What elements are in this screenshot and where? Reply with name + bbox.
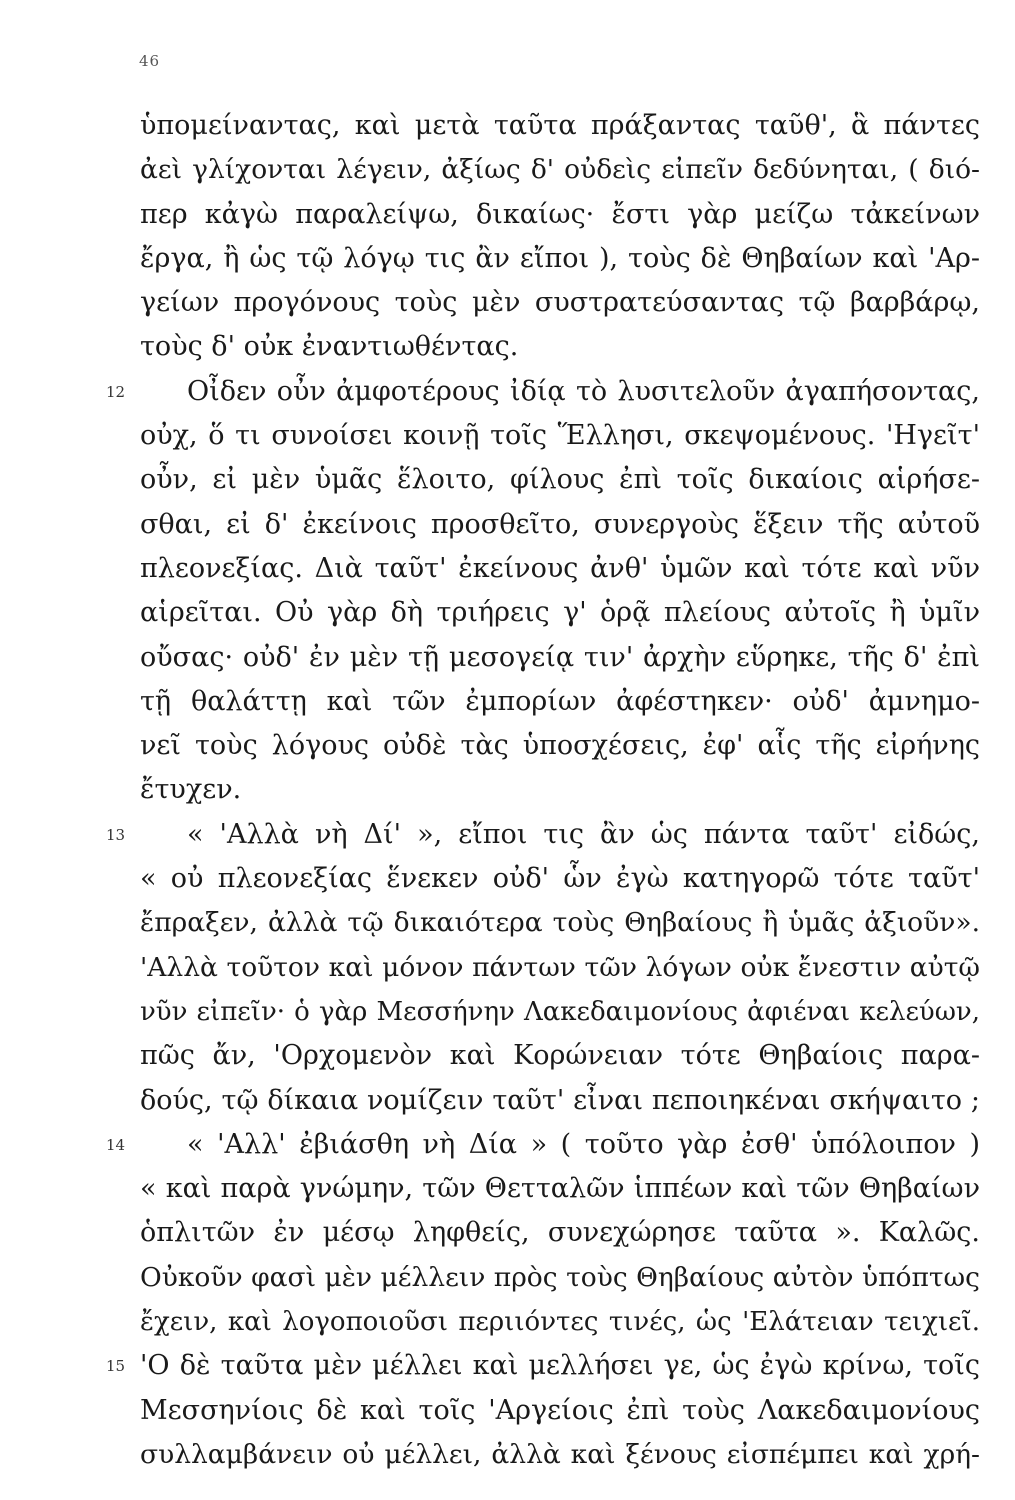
line-text: Οὐκοῦν φασὶ μὲν μέλλειν πρὸς τοὺς Θηβαίους αὐτὸν ὑπόπτως	[140, 1261, 980, 1293]
text-line	[140, 1034, 980, 1078]
line-text: νεῖ τοὺς λόγους οὐδὲ τὰς ὑποσχέσεις, ἐφ' αἷς τῆς εἰρήνης	[140, 730, 980, 762]
text-line	[140, 901, 980, 945]
line-text: ὁπλιτῶν ἐν μέσῳ ληφθείς, συνεχώρησε ταῦτα ». Καλῶς.	[140, 1217, 980, 1249]
section-number: 15	[106, 1357, 126, 1376]
line-text: « οὐ πλεονεξίας ἕνεκεν οὐδ' ὧν ἐγὼ κατηγορῶ τότε ταῦτ'	[140, 863, 980, 895]
text-line	[140, 237, 980, 281]
text-line	[106, 1344, 980, 1388]
line-text: δούς, τῷ δίκαια νομίζειν ταῦτ' εἶναι πεποιηκέναι σκήψαιτο ;	[140, 1084, 980, 1116]
line-text: Μεσσηνίοις δὲ καὶ τοῖς 'Αργείοις ἐπὶ τοὺς Λακεδαιμονίους	[140, 1394, 980, 1426]
line-text: τοὺς δ' οὐκ ἐναντιωθέντας.	[140, 331, 519, 363]
page-number: 46	[139, 52, 161, 70]
text-line	[140, 458, 980, 502]
text-line	[140, 503, 980, 547]
text-line	[140, 325, 980, 369]
text-line	[140, 990, 980, 1034]
text-line	[106, 1123, 980, 1167]
text-line	[140, 1167, 980, 1211]
text-line	[140, 1079, 980, 1123]
line-text: τῇ θαλάττῃ καὶ τῶν ἐμπορίων ἀφέστηκεν· οὐδ' ἀμνημο-	[140, 685, 980, 717]
line-text: ἔργα, ἢ ὡς τῷ λόγῳ τις ἂν εἴποι ), τοὺς δὲ Θηβαίων καὶ 'Αρ-	[140, 242, 980, 274]
line-text: γείων προγόνους τοὺς μὲν συστρατεύσαντας τῷ βαρβάρῳ,	[140, 287, 980, 319]
line-text: πῶς ἄν, 'Ορχομενὸν καὶ Κορώνειαν τότε Θηβαίοις παρα-	[140, 1040, 980, 1072]
line-text: σθαι, εἰ δ' ἐκείνοις προσθεῖτο, συνεργοὺς ἕξειν τῆς αὐτοῦ	[140, 508, 980, 540]
text-line	[140, 104, 980, 148]
line-text: ὑπομείναντας, καὶ μετὰ ταῦτα πράξαντας ταῦθ', ἃ πάντες	[140, 110, 980, 141]
text-line	[140, 768, 980, 812]
line-text: 'Ο δὲ ταῦτα μὲν μέλλει καὶ μελλήσει γε, ὡς ἐγὼ κρίνω, τοῖς	[140, 1350, 980, 1382]
body-text	[106, 104, 980, 1477]
section-number: 14	[106, 1135, 126, 1154]
line-text: οὖν, εἰ μὲν ὑμᾶς ἕλοιτο, φίλους ἐπὶ τοῖς δικαίοις αἱρήσε-	[140, 464, 980, 496]
text-line	[140, 857, 980, 901]
text-line	[140, 547, 980, 591]
text-line	[106, 813, 980, 857]
line-text: περ κἀγὼ παραλείψω, δικαίως· ἔστι γὰρ μείζω τἀκείνων	[140, 198, 980, 230]
section-number: 12	[106, 382, 126, 401]
text-line	[140, 591, 980, 635]
line-text: 'Αλλὰ τοῦτον καὶ μόνον πάντων τῶν λόγων οὐκ ἔνεστιν αὐτῷ	[140, 951, 980, 983]
text-line	[140, 281, 980, 325]
text-line	[140, 1389, 980, 1433]
text-line	[140, 724, 980, 768]
line-text: ἀεὶ γλίχονται λέγειν, ἀξίως δ' οὐδεὶς εἰπεῖν δεδύνηται, ( διό-	[140, 154, 980, 186]
line-text: « καὶ παρὰ γνώμην, τῶν Θετταλῶν ἱππέων καὶ τῶν Θηβαίων	[140, 1173, 980, 1205]
line-text: Οἶδεν οὖν ἀμφοτέρους ἰδίᾳ τὸ λυσιτελοῦν ἀγαπήσοντας,	[187, 375, 980, 407]
line-text: πλεονεξίας. Διὰ ταῦτ' ἐκείνους ἀνθ' ὑμῶν καὶ τότε καὶ νῦν	[140, 552, 980, 584]
line-text: οὔσας· οὐδ' ἐν μὲν τῇ μεσογείᾳ τιν' ἀρχὴν εὕρηκε, τῆς δ' ἐπὶ	[140, 641, 980, 673]
text-line	[140, 636, 980, 680]
line-text: νῦν εἰπεῖν· ὁ γὰρ Μεσσήνην Λακεδαιμονίους ἀφιέναι κελεύων,	[140, 996, 980, 1027]
text-line	[140, 1300, 980, 1344]
text-line	[106, 370, 980, 414]
text-line	[140, 193, 980, 237]
text-line	[140, 946, 980, 990]
text-line	[140, 1211, 980, 1255]
line-text: αἱρεῖται. Οὐ γὰρ δὴ τριήρεις γ' ὁρᾷ πλείους αὐτοῖς ἢ ὑμῖν	[140, 597, 980, 629]
line-text: ἔχειν, καὶ λογοποιοῦσι περιιόντες τινές, ὡς 'Ελάτειαν τειχιεῖ.	[140, 1307, 980, 1338]
line-text: « 'Αλλ' ἐβιάσθη νὴ Δία » ( τοῦτο γὰρ ἐσθ' ὑπόλοιπον )	[187, 1128, 980, 1160]
section-number: 13	[106, 825, 126, 844]
text-line	[140, 680, 980, 724]
line-text: ἔτυχεν.	[140, 774, 242, 806]
line-text: « 'Αλλὰ νὴ Δί' », εἴποι τις ἂν ὡς πάντα ταῦτ' εἰδώς,	[187, 818, 980, 850]
line-text: οὐχ, ὅ τι συνοίσει κοινῇ τοῖς Ἕλλησι, σκεψομένους. 'Ηγεῖτ'	[140, 420, 980, 452]
text-line	[140, 1256, 980, 1300]
text-line	[140, 1433, 980, 1477]
text-line	[140, 414, 980, 458]
text-line	[140, 148, 980, 192]
line-text: συλλαμβάνειν οὐ μέλλει, ἀλλὰ καὶ ξένους εἰσπέμπει καὶ χρή-	[140, 1438, 980, 1470]
line-text: ἔπραξεν, ἀλλὰ τῷ δικαιότερα τοὺς Θηβαίους ἢ ὑμᾶς ἀξιοῦν».	[140, 907, 980, 939]
